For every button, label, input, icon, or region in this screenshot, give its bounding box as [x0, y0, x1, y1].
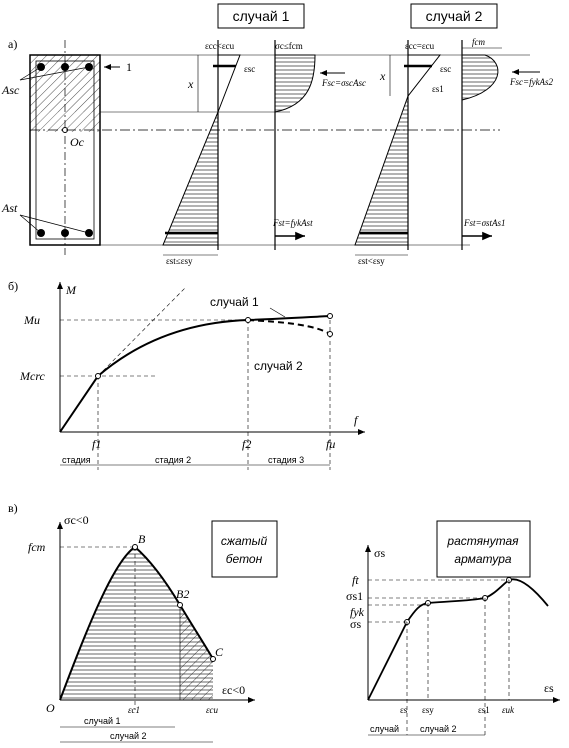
panel-c: [8, 501, 277, 742]
panel-a: [1, 4, 554, 266]
b-point-case1-end: [328, 314, 333, 319]
case1-title: случай 1: [232, 8, 290, 24]
d-ss: σs: [350, 617, 362, 631]
case1-force-st: Fst=fykAst: [273, 218, 313, 228]
case2-strain-s1: εs1: [432, 84, 444, 94]
d-ss1: σs1: [346, 589, 364, 603]
d-es: εs: [400, 705, 408, 715]
c-concrete-line1: сжатый: [220, 534, 268, 548]
case1-strain-bottom: εst≤εsy: [166, 256, 193, 266]
c-point-B2: [178, 603, 183, 608]
c-case2: случай 2: [110, 731, 147, 741]
d-case1: случай: [370, 724, 399, 734]
case2-strain-sc: εsc: [440, 64, 452, 74]
c-y-label: σc<0: [64, 513, 89, 527]
label-Oc: Oc: [70, 135, 84, 149]
b-point-f2: [246, 318, 251, 323]
case2-strain-top: εcc=εcu: [405, 41, 435, 51]
case1-strain-top: εcc<εcu: [205, 41, 235, 51]
label-1: 1: [126, 60, 132, 74]
b-case2-label: случай 2: [254, 359, 303, 373]
b-mcrc: Mcrc: [20, 369, 45, 383]
b-mu: Mu: [24, 313, 40, 327]
c-B: B: [138, 532, 146, 546]
d-x-label: εs: [544, 681, 554, 695]
case1-stress-block: [275, 55, 315, 112]
case1-compression-strain: [218, 55, 240, 112]
d-stress-curve: [368, 579, 548, 700]
panel-b-marker: б): [8, 279, 19, 293]
c-point-B: [133, 545, 138, 550]
case2-stress-top: fcm: [472, 37, 485, 47]
c-C: C: [215, 645, 224, 659]
case1-tension-strain: [163, 112, 218, 245]
b-stage2: стадия 2: [155, 455, 192, 465]
case1-stress-top: σc≤fcm: [275, 41, 303, 51]
case2-force-st: Fst=σstAs1: [464, 218, 506, 228]
panel-c-marker: в): [8, 501, 18, 515]
panel-a-marker: а): [8, 37, 18, 51]
b-fu: fu: [326, 437, 336, 451]
c-concrete-line2: бетон: [225, 552, 263, 566]
c-origin: O: [46, 701, 55, 715]
d-ft: ft: [352, 573, 359, 587]
case2-label-x: x: [380, 69, 386, 83]
d-steel-box: [437, 521, 530, 577]
d-steel-line1: растянутая: [447, 534, 519, 548]
b-case1-leader: [270, 308, 285, 317]
c-ec1: εc1: [128, 705, 141, 715]
c-fcm: fcm: [28, 540, 46, 554]
b-tangent: [98, 288, 185, 376]
b-point-case2-end: [328, 332, 333, 337]
b-f2: f2: [242, 437, 252, 451]
b-stage1: стадия: [62, 455, 91, 465]
panel-b: [8, 279, 365, 470]
b-point-crc: [96, 374, 101, 379]
case2-tension-strain: [355, 96, 408, 245]
b-case2-curve: [248, 320, 330, 334]
case2-strain-bottom: εst<εsy: [358, 256, 385, 266]
d-y-label: σs: [374, 546, 386, 560]
case1-label-x: x: [188, 77, 194, 91]
d-esy: εsy: [422, 705, 434, 715]
c-B2: B2: [176, 587, 190, 601]
case2-title: случай 2: [425, 8, 483, 24]
c-ecu: εcu: [206, 705, 219, 715]
b-stage3: стадия 3: [268, 455, 305, 465]
bottom-bar-mid: [61, 229, 69, 237]
d-fyk: fyk: [350, 605, 364, 619]
b-case1-label: случай 1: [210, 295, 259, 309]
d-euk: εuk: [502, 705, 515, 715]
case1-strain-sc: εsc: [244, 64, 256, 74]
d-es1: εs1: [478, 705, 490, 715]
label-Asc: Asc: [2, 83, 20, 97]
d-case2: случай 2: [420, 724, 457, 734]
b-f1: f1: [92, 437, 102, 451]
d-steel-line2: арматура: [454, 552, 512, 566]
b-y-label: M: [66, 283, 76, 297]
case2-stress-block: [462, 55, 498, 100]
case2-force-sc: Fsc=fykAs2: [510, 77, 554, 87]
b-x-label: f: [354, 413, 358, 427]
c-x-label: εc<0: [222, 683, 246, 697]
case1-force-sc: Fsc=σscAsc: [322, 78, 366, 88]
c-case1: случай 1: [84, 716, 121, 726]
panel-d: [346, 521, 560, 735]
label-Ast: Ast: [2, 201, 18, 215]
top-bar-mid: [61, 63, 69, 71]
b-case1-curve: [60, 316, 330, 432]
c-concrete-box: [212, 521, 277, 577]
